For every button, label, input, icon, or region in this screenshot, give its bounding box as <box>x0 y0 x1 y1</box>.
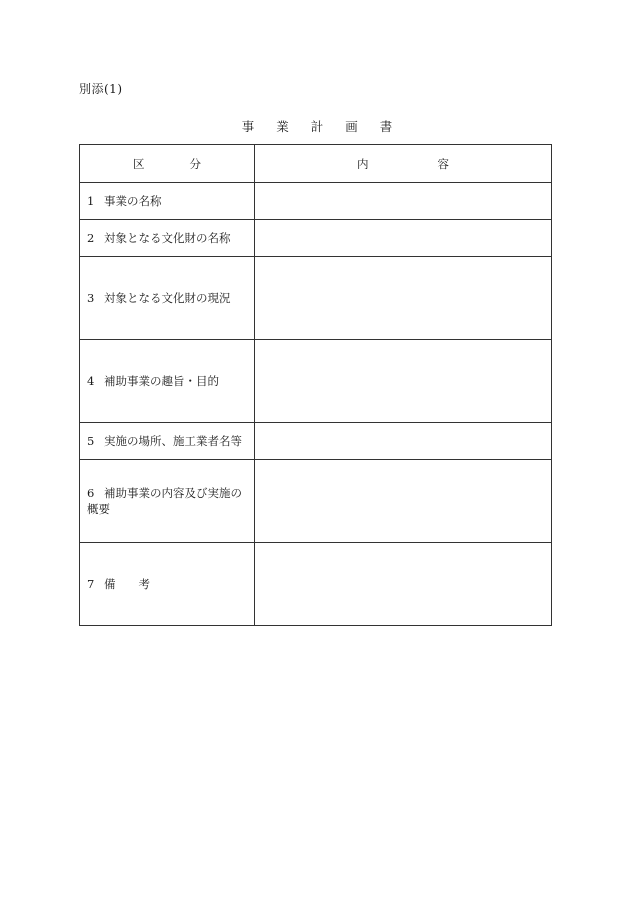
table-row <box>80 543 552 626</box>
header-char: 内 <box>357 156 369 171</box>
document-title <box>0 117 630 135</box>
table-row <box>80 460 552 543</box>
attachment-label: 別添(1) <box>79 82 123 96</box>
category-cell <box>80 460 255 543</box>
column-header-content <box>255 145 552 183</box>
category-cell <box>80 423 255 460</box>
content-cell[interactable] <box>255 257 552 340</box>
row-label: 対象となる文化財の現況 <box>104 291 231 305</box>
table-row <box>80 340 552 423</box>
title-char: 計 <box>310 119 324 134</box>
row-number: 3 <box>87 291 95 305</box>
row-label: 事業の名称 <box>104 194 162 208</box>
title-char: 事 <box>241 119 255 134</box>
table-row <box>80 183 552 220</box>
row-label-continuation: 概要 <box>87 502 110 516</box>
category-cell <box>80 220 255 257</box>
row-label-char: 備 <box>104 577 116 591</box>
table-row <box>80 257 552 340</box>
table-header-row <box>80 145 552 183</box>
content-cell[interactable] <box>255 220 552 257</box>
header-char: 分 <box>189 156 201 171</box>
title-char: 書 <box>379 119 393 134</box>
column-header-category <box>80 145 255 183</box>
table-row <box>80 220 552 257</box>
row-number: 5 <box>87 434 95 448</box>
header-char: 区 <box>133 156 145 171</box>
header-char: 容 <box>437 156 449 171</box>
row-label-char: 考 <box>138 577 150 591</box>
row-number: 2 <box>87 231 95 245</box>
content-cell[interactable] <box>255 183 552 220</box>
content-cell[interactable] <box>255 423 552 460</box>
category-cell <box>80 340 255 423</box>
title-char: 業 <box>276 119 289 134</box>
category-cell <box>80 183 255 220</box>
row-label: 実施の場所、施工業者名等 <box>104 434 242 448</box>
category-cell <box>80 257 255 340</box>
row-number: 1 <box>87 194 95 208</box>
row-number: 6 <box>87 486 95 500</box>
row-number: 4 <box>87 374 95 388</box>
content-cell[interactable] <box>255 543 552 626</box>
content-cell[interactable] <box>255 340 552 423</box>
row-number: 7 <box>87 577 95 591</box>
row-label: 補助事業の内容及び実施の <box>104 486 242 500</box>
table-row <box>80 423 552 460</box>
category-cell <box>80 543 255 626</box>
row-label: 補助事業の趣旨・目的 <box>104 374 219 388</box>
business-plan-table <box>79 144 552 626</box>
title-char: 画 <box>345 119 358 134</box>
row-label: 対象となる文化財の名称 <box>104 231 231 245</box>
content-cell[interactable] <box>255 460 552 543</box>
